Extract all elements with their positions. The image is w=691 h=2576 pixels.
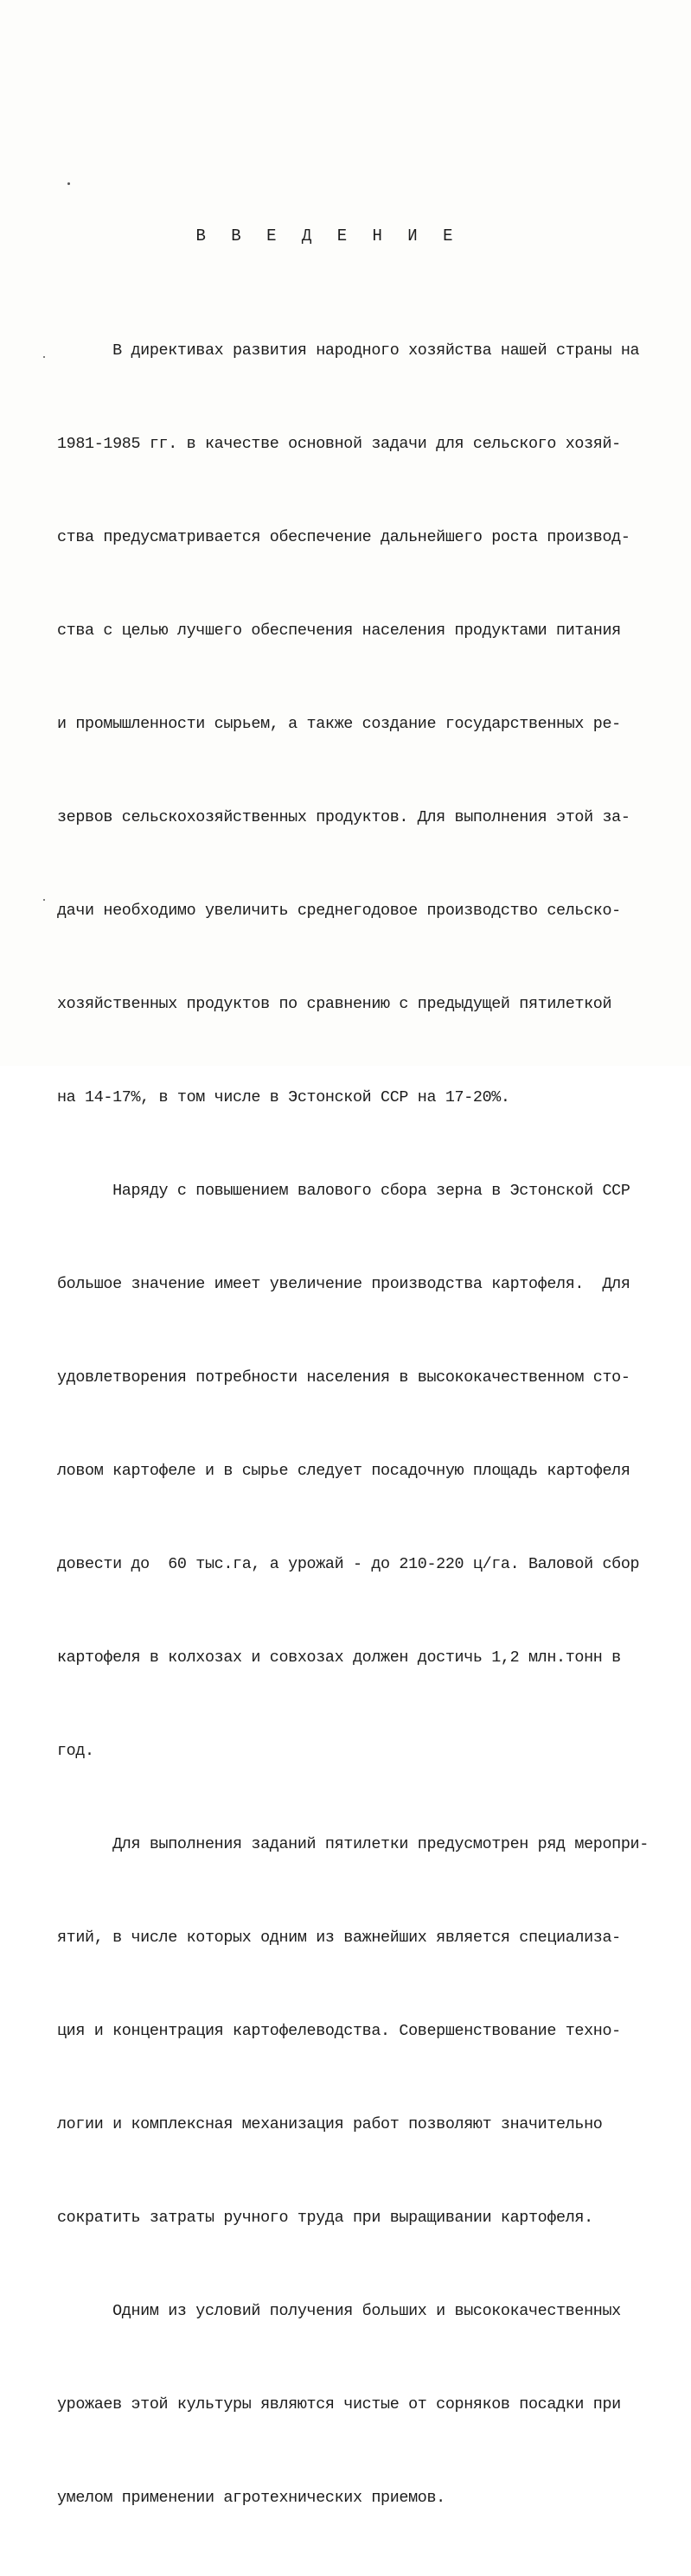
scan-speck — [43, 899, 45, 901]
text-line: ция и концентрация картофелеводства. Совершенствование техно- — [57, 2022, 621, 2040]
text-line: 1981-1985 гг. в качестве основной задачи для сельского хозяй- — [57, 435, 621, 453]
text-line: ства с целью лучшего обеспечения населения продуктами питания — [57, 622, 621, 640]
body-text — [57, 273, 662, 2576]
text-line: урожаев этой культуры являются чистые от сорняков посадки при — [57, 2395, 621, 2413]
text-line: картофеля в колхозах и совхозах должен достичь 1,2 млн.тонн в — [57, 1648, 621, 1667]
scan-speck — [43, 356, 45, 358]
text-line: и промышленности сырьем, а также создание государственных ре- — [57, 715, 621, 733]
text-line: дачи необходимо увеличить среднегодовое производство сельско- — [57, 902, 621, 920]
text-line: ятий, в числе которых одним из важнейших является специализа- — [57, 1929, 621, 1947]
text-line: В директивах развития народного хозяйства нашей страны на — [57, 341, 640, 360]
text-line: ловом картофеле и в сырье следует посадочную площадь картофеля — [57, 1462, 630, 1480]
text-line: на 14-17%, в том числе в Эстонской ССР на 17-20%. — [57, 1088, 510, 1106]
text-line: логии и комплексная механизация работ позволяют значительно — [57, 2115, 603, 2133]
text-line: Для выполнения заданий пятилетки предусмотрен ряд меропри- — [57, 1835, 649, 1853]
text-line: довести до 60 тыс.га, а урожай - до 210-220 ц/га. Валовой сбор — [57, 1555, 640, 1573]
text-line: сократить затраты ручного труда при выращивании картофеля. — [57, 2209, 593, 2227]
page-title: В В Е Д Е Н И Е — [195, 226, 461, 245]
text-line: большое значение имеет увеличение производства картофеля. Для — [57, 1275, 630, 1293]
text-line: Одним из условий получения больших и высококачественных — [57, 2302, 621, 2320]
text-line: удовлетворения потребности населения в высококачественном сто- — [57, 1368, 630, 1387]
text-line: год. — [57, 1742, 94, 1760]
text-line: хозяйственных продуктов по сравнению с предыдущей пятилеткой — [57, 995, 612, 1013]
text-line: зервов сельскохозяйственных продуктов. Для выполнения этой за- — [57, 808, 630, 826]
text-line: Наряду с повышением валового сбора зерна в Эстонской ССР — [57, 1182, 630, 1200]
scan-speck — [67, 182, 70, 185]
text-line: умелом применении агротехнических приемов. — [57, 2489, 445, 2507]
text-line: ства предусматривается обеспечение дальнейшего роста производ- — [57, 528, 630, 546]
